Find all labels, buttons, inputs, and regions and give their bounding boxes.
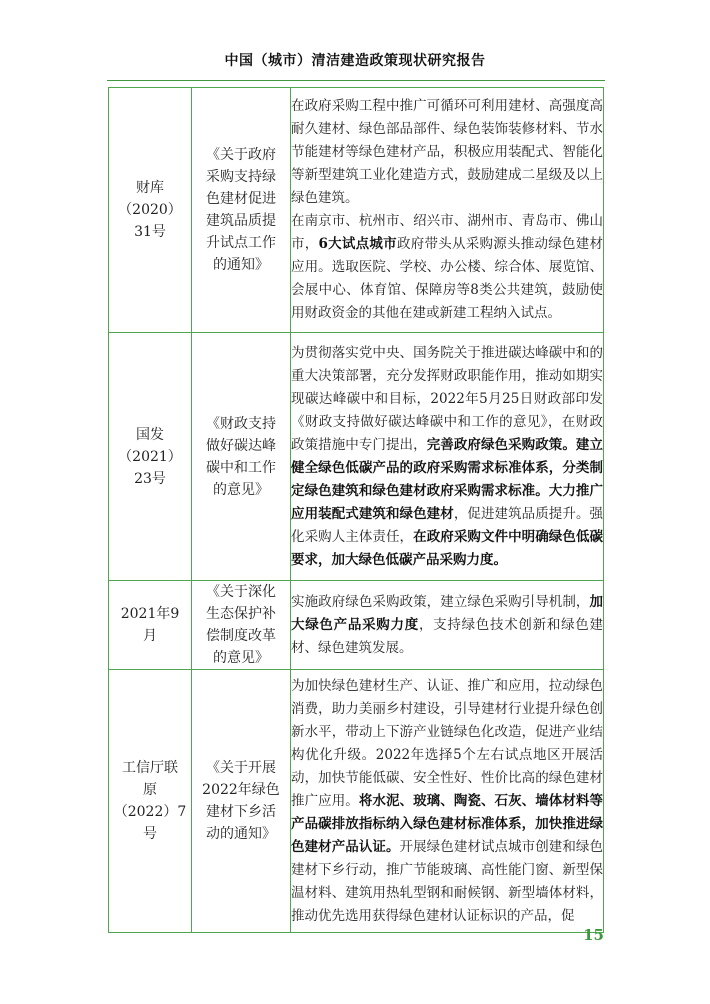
doc-number-cell <box>109 581 192 670</box>
emphasized-text: 在政府采购文件中明确绿色低碳要求，加大绿色低碳产品采购力度。 <box>291 528 604 568</box>
policy-title-line: 《关于开展 <box>206 760 276 776</box>
policy-title-line: 采购支持绿 <box>206 169 276 185</box>
policy-title-line: 《关于政府 <box>206 147 276 163</box>
policy-title-line: 做好碳达峰 <box>206 437 276 454</box>
body-text: 实施政府绿色采购政策，建立绿色采购引导机制， <box>291 593 590 610</box>
doc-number-line: 原 <box>143 782 157 798</box>
policy-title-line: 升试点工作 <box>206 235 276 251</box>
policy-title-line: 《关于深化 <box>206 584 276 600</box>
emphasized-text: 完善政府绿色采购政策。建立健全绿色低碳产品的政府采购需求标准体系，分类制定绿色建筑和绿色建材政府采购需求标准。大力推广应用装配式建筑和绿色建材 <box>291 436 604 522</box>
table-row <box>109 670 604 933</box>
header-divider <box>107 80 605 81</box>
policy-title-line: 2022年绿色 <box>202 782 280 798</box>
doc-number-cell <box>109 88 192 333</box>
policy-title-line: 碳中和工作 <box>206 459 276 476</box>
doc-number-line: 号 <box>143 826 157 842</box>
policy-title-line: 的意见》 <box>213 650 269 666</box>
policy-content-cell <box>291 88 604 333</box>
page-number: 15 <box>583 926 604 944</box>
policy-title-cell <box>192 333 291 581</box>
doc-number-line: 国发 <box>136 426 164 443</box>
body-text: 在南京市、杭州市、绍兴市、湖州市、青岛市、佛山市， <box>291 213 603 252</box>
body-text: ，促进建筑品质提升。强化采购人主体责任， <box>291 505 604 545</box>
emphasized-text: 6大试点城市 <box>318 236 397 252</box>
policy-title-line: 《财政支持 <box>206 415 276 432</box>
doc-number-cell <box>109 333 192 581</box>
doc-number-line: 财库 <box>136 180 164 196</box>
doc-number-line: 工信厅联 <box>122 760 178 776</box>
body-text: ，支持绿色技术创新和绿色建材、绿色建筑发展。 <box>291 616 604 656</box>
page-header-title: 中国（城市）清洁建造政策现状研究报告 <box>224 53 486 69</box>
body-text: 政府带头从采购源头推动绿色建材应用。选取医院、学校、办公楼、综合体、展览馆、会展中心、体育馆、保障房等8类公共建筑，鼓励使用财政资金的其他在建或新建工程纳入试点。 <box>291 236 603 321</box>
policy-title-line: 的意见》 <box>213 481 269 498</box>
policy-title-line: 建筑品质提 <box>206 213 276 229</box>
body-text: 在政府采购工程中推广可循环可利用建材、高强度高耐久建材、绿色部品部件、绿色装饰装修材料、节水节能建材等绿色建材产品，积极应用装配式、智能化等新型建筑工业化建造方式，鼓励建成二星级及以上绿色建筑。 <box>291 98 603 206</box>
emphasized-text: 将水泥、玻璃、陶瓷、石灰、墙体材料等产品碳排放指标纳入绿色建材标准体系，加快推进绿色建材产品认证。 <box>291 792 604 855</box>
doc-number-line: （2022）7 <box>113 804 187 820</box>
policy-title-cell <box>192 670 291 933</box>
content-paragraph <box>291 591 603 660</box>
content-paragraph <box>291 210 603 325</box>
policy-title-cell <box>192 581 291 670</box>
policy-title-line: 动的通知》 <box>206 826 276 842</box>
content-paragraph <box>291 95 603 210</box>
policy-title-line: 生态保护补 <box>206 606 276 622</box>
table-row <box>109 581 604 670</box>
policy-title-line: 偿制度改革 <box>206 628 276 644</box>
doc-number-line: （2021） <box>118 448 182 465</box>
policy-title-cell <box>192 88 291 333</box>
policy-title-line: 建材下乡活 <box>206 804 276 820</box>
doc-number-cell <box>109 670 192 933</box>
policy-content-cell <box>291 333 604 581</box>
body-text: 为贯彻落实党中央、国务院关于推进碳达峰碳中和的重大决策部署，充分发挥财政职能作用，推动如期实现碳达峰碳中和目标，2022年5月25日财政部印发《财政支持做好碳达峰碳中和工作的意见》，在财政政策措施中专门提出， <box>291 344 603 453</box>
body-text: 为加快绿色建材生产、认证、推广和应用，拉动绿色消费，助力美丽乡村建设，引导建材行业提升绿色创新水平，带动上下游产业链绿色化改造，促进产业结构优化升级。2022年选择5个左右试点地区开展活动，加快节能低碳、安全性好、性价比高的绿色建材推广应用。 <box>291 677 603 809</box>
policy-title-line: 色建材促进 <box>206 191 276 207</box>
doc-number-line: 2021年9 <box>120 606 180 622</box>
emphasized-text: 加大绿色产品采购力度 <box>291 593 603 633</box>
doc-number-line: （2020） <box>118 202 182 218</box>
policy-content-cell <box>291 670 604 933</box>
policy-table-body <box>109 88 604 933</box>
body-text: 开展绿色建材试点城市创建和绿色建材下乡行动，推广节能玻璃、高性能门窗、新型保温材料、建筑用热轧型钢和耐候钢、新型墙体材料，推动优先选用获得绿色建材认证标识的产品，促 <box>291 838 604 924</box>
policy-content-cell <box>291 581 604 670</box>
policy-title-line: 的通知》 <box>213 257 269 273</box>
doc-number-line: 月 <box>143 628 157 644</box>
table-row <box>109 88 604 333</box>
doc-number-line: 31号 <box>134 224 166 240</box>
table-row <box>109 333 604 581</box>
doc-number-line: 23号 <box>134 470 166 487</box>
policy-table <box>108 87 604 933</box>
content-paragraph <box>291 675 603 928</box>
content-paragraph <box>291 342 603 572</box>
